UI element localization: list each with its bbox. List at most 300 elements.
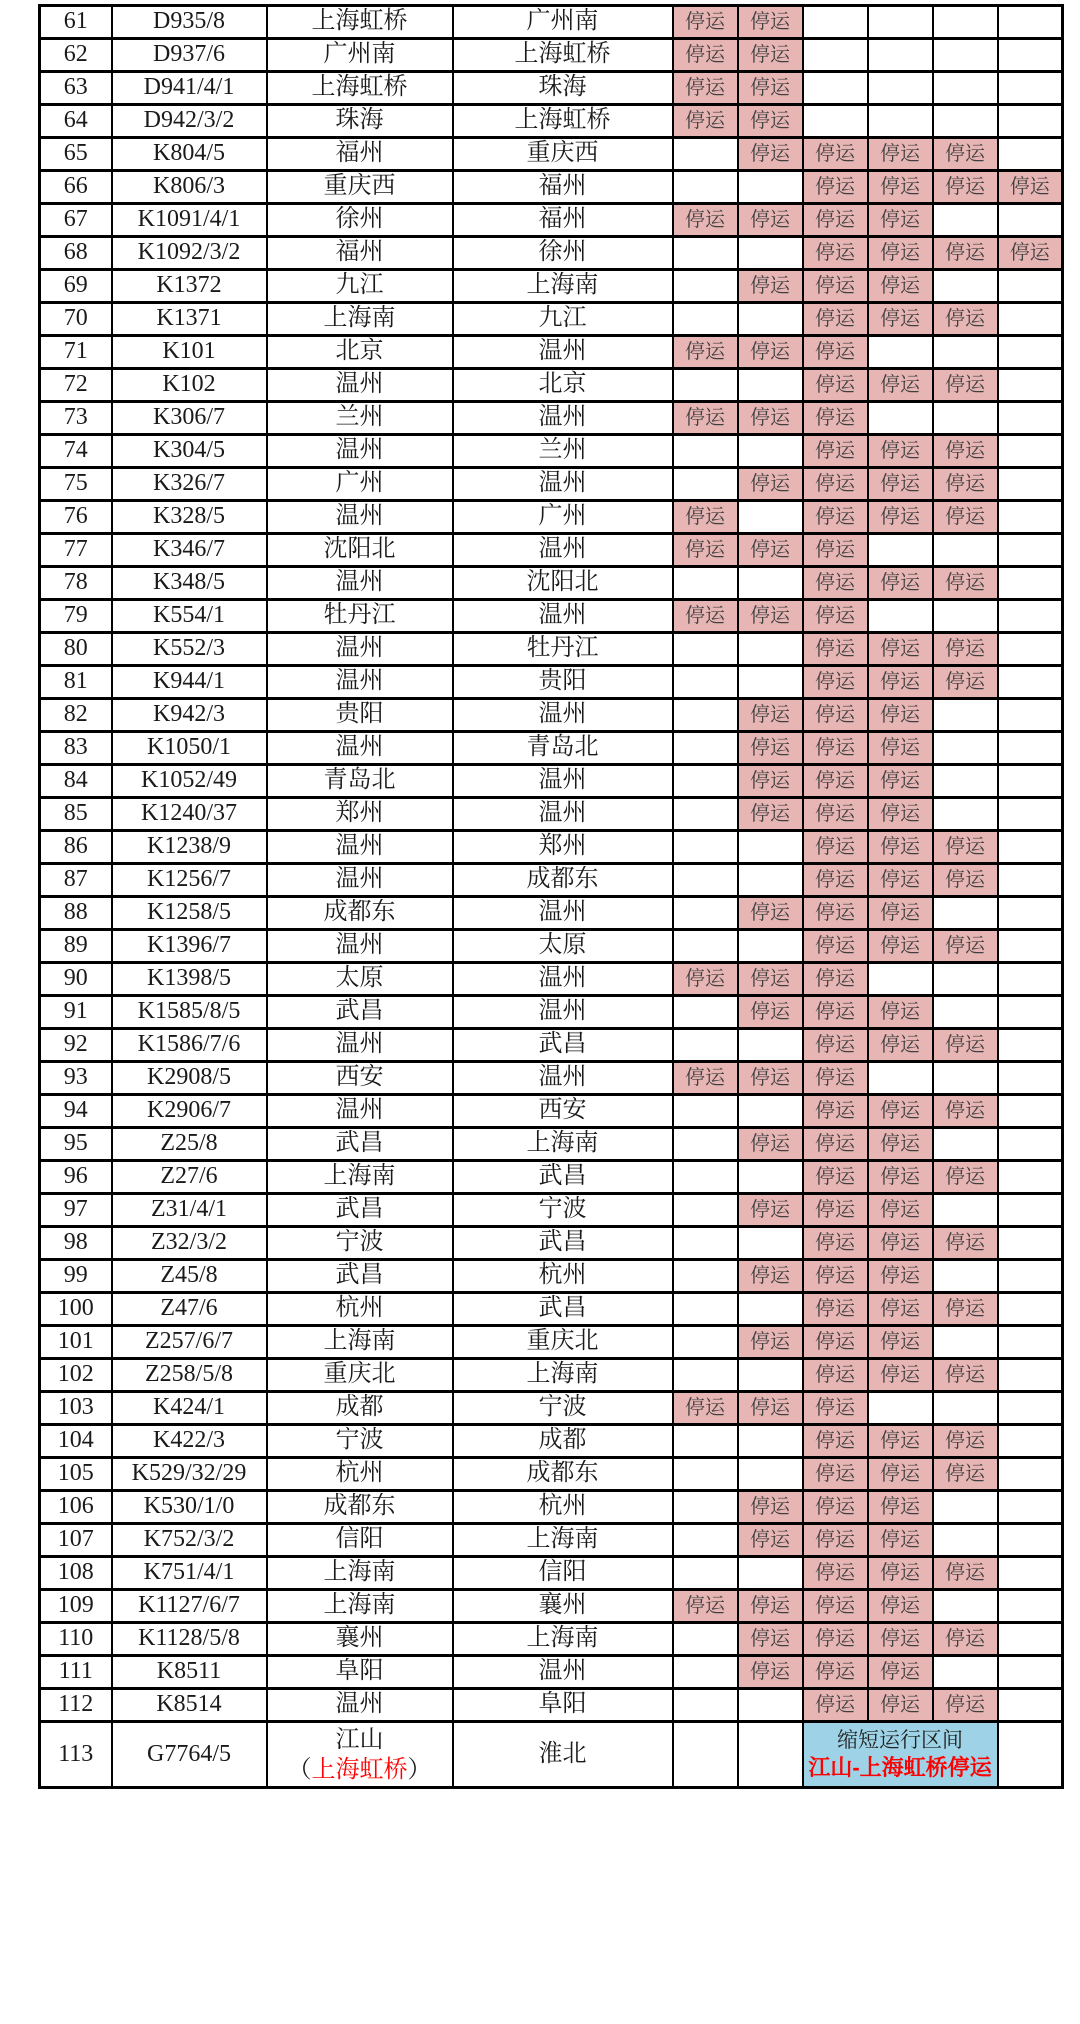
table-row [40,402,1063,435]
destination-cell: 兰州 [453,435,673,468]
status-cell [998,369,1063,402]
train-number-cell: K752/3/2 [112,1524,267,1557]
train-number-cell: Z258/5/8 [112,1359,267,1392]
train-number-cell: D942/3/2 [112,105,267,138]
status-cell: 停运 [868,864,933,897]
status-cell [738,567,803,600]
status-cell [738,1359,803,1392]
status-cell [868,1392,933,1425]
destination-cell: 温州 [453,765,673,798]
row-number-cell: 68 [40,237,112,270]
train-number-cell: K554/1 [112,600,267,633]
origin-cell: 贵阳 [267,699,453,732]
status-cell [998,1722,1063,1788]
status-cell: 停运 [673,600,738,633]
train-number-cell: K1585/8/5 [112,996,267,1029]
table-row [40,138,1063,171]
destination-cell: 上海虹桥 [453,39,673,72]
row-number-cell: 96 [40,1161,112,1194]
origin-cell: 青岛北 [267,765,453,798]
row-number-cell: 90 [40,963,112,996]
origin-cell: 重庆北 [267,1359,453,1392]
status-cell [998,1458,1063,1491]
status-cell [998,270,1063,303]
destination-cell: 成都 [453,1425,673,1458]
train-number-cell: K1258/5 [112,897,267,930]
origin-cell: 上海虹桥 [267,72,453,105]
destination-cell: 温州 [453,996,673,1029]
train-number-cell: K804/5 [112,138,267,171]
row-number-cell: 65 [40,138,112,171]
status-cell: 停运 [933,1227,998,1260]
status-cell: 停运 [868,1458,933,1491]
status-cell: 停运 [738,1326,803,1359]
table-row [40,303,1063,336]
status-cell: 停运 [803,1524,868,1557]
destination-cell: 温州 [453,897,673,930]
origin-cell: 武昌 [267,1128,453,1161]
status-cell: 停运 [933,1425,998,1458]
status-cell: 停运 [868,732,933,765]
status-cell [738,1293,803,1326]
destination-cell: 郑州 [453,831,673,864]
status-cell: 停运 [868,1425,933,1458]
destination-cell: 珠海 [453,72,673,105]
status-cell [673,171,738,204]
train-number-cell: K529/32/29 [112,1458,267,1491]
status-cell: 停运 [673,1392,738,1425]
status-cell [673,1227,738,1260]
status-cell: 停运 [868,1128,933,1161]
status-cell: 停运 [803,1557,868,1590]
status-cell [998,600,1063,633]
status-cell [998,534,1063,567]
row-number-cell: 93 [40,1062,112,1095]
row-number-cell: 83 [40,732,112,765]
train-number-cell: D937/6 [112,39,267,72]
status-cell: 停运 [868,699,933,732]
status-cell: 停运 [673,1590,738,1623]
status-cell [673,1722,738,1788]
note-line2: 江山-上海虹桥停运 [808,1755,992,1781]
status-cell: 停运 [868,633,933,666]
row-number-cell: 71 [40,336,112,369]
status-cell: 停运 [738,105,803,138]
table-row [40,1095,1063,1128]
train-number-cell: Z45/8 [112,1260,267,1293]
status-cell: 停运 [803,1656,868,1689]
status-cell: 停运 [933,435,998,468]
destination-cell: 温州 [453,963,673,996]
status-cell [998,1260,1063,1293]
status-cell [673,1095,738,1128]
status-cell: 停运 [868,1227,933,1260]
status-cell [998,963,1063,996]
status-cell: 停运 [803,1458,868,1491]
row-number-cell: 110 [40,1623,112,1656]
table-row [40,1194,1063,1227]
status-cell: 停运 [738,468,803,501]
status-cell: 停运 [868,204,933,237]
status-cell: 停运 [738,1062,803,1095]
train-number-cell: Z47/6 [112,1293,267,1326]
row-number-cell: 97 [40,1194,112,1227]
status-cell [738,435,803,468]
status-cell: 停运 [803,1161,868,1194]
status-cell: 停运 [803,1425,868,1458]
status-cell: 停运 [738,534,803,567]
status-cell [998,1161,1063,1194]
status-cell: 停运 [738,963,803,996]
train-number-cell: Z31/4/1 [112,1194,267,1227]
status-cell [998,1194,1063,1227]
destination-cell: 北京 [453,369,673,402]
train-number-cell: K530/1/0 [112,1491,267,1524]
status-cell: 停运 [868,1260,933,1293]
origin-cell: 温州 [267,501,453,534]
origin-cell: 上海虹桥 [267,6,453,39]
status-cell: 停运 [933,1293,998,1326]
status-cell: 停运 [933,1689,998,1722]
row-number-cell: 61 [40,6,112,39]
train-number-cell: K1398/5 [112,963,267,996]
status-cell [998,864,1063,897]
status-cell [673,435,738,468]
status-cell: 停运 [868,1491,933,1524]
status-cell: 停运 [673,72,738,105]
train-number-cell: K304/5 [112,435,267,468]
status-cell [673,1326,738,1359]
origin-cell: 郑州 [267,798,453,831]
destination-cell: 上海南 [453,270,673,303]
destination-cell: 上海虹桥 [453,105,673,138]
status-cell [738,1161,803,1194]
status-cell [998,6,1063,39]
destination-cell: 贵阳 [453,666,673,699]
status-cell [998,930,1063,963]
status-cell: 停运 [868,1293,933,1326]
status-cell: 停运 [803,1359,868,1392]
table-row [40,1161,1063,1194]
row-number-cell: 79 [40,600,112,633]
destination-cell: 广州 [453,501,673,534]
status-cell [998,336,1063,369]
status-cell [998,435,1063,468]
train-number-cell: K1371 [112,303,267,336]
status-cell: 停运 [933,1029,998,1062]
status-cell [998,633,1063,666]
status-cell [738,369,803,402]
status-cell: 停运 [868,1623,933,1656]
status-cell [998,798,1063,831]
status-cell [933,699,998,732]
status-cell [933,204,998,237]
train-number-cell: K1240/37 [112,798,267,831]
status-cell [998,1293,1063,1326]
origin-cell: 信阳 [267,1524,453,1557]
status-cell [738,633,803,666]
status-cell [673,864,738,897]
row-number-cell: 85 [40,798,112,831]
train-number-cell: Z27/6 [112,1161,267,1194]
table-row [40,237,1063,270]
status-cell [738,1458,803,1491]
status-cell: 停运 [738,204,803,237]
origin-cell: 襄州 [267,1623,453,1656]
row-number-cell: 103 [40,1392,112,1425]
status-cell: 停运 [803,897,868,930]
status-cell [933,39,998,72]
status-cell [998,1590,1063,1623]
status-cell [868,336,933,369]
status-cell [868,6,933,39]
status-cell: 停运 [803,963,868,996]
status-cell: 停运 [803,303,868,336]
row-number-cell: 78 [40,567,112,600]
status-cell [738,831,803,864]
train-number-cell: K2906/7 [112,1095,267,1128]
row-number-cell: 62 [40,39,112,72]
status-cell [868,1062,933,1095]
status-cell: 停运 [738,402,803,435]
status-cell [673,633,738,666]
row-number-cell: 82 [40,699,112,732]
origin-cell: 上海南 [267,303,453,336]
status-cell: 停运 [738,6,803,39]
table-row [40,1458,1063,1491]
origin-cell: 太原 [267,963,453,996]
table-row [40,6,1063,39]
status-cell: 停运 [803,1392,868,1425]
table-row [40,699,1063,732]
row-number-cell: 81 [40,666,112,699]
status-cell: 停运 [738,336,803,369]
status-cell: 停运 [868,930,933,963]
status-cell [738,930,803,963]
status-cell [673,1293,738,1326]
row-number-cell: 77 [40,534,112,567]
origin-cell: 上海南 [267,1590,453,1623]
status-cell: 停运 [803,765,868,798]
status-cell: 停运 [803,600,868,633]
status-cell: 停运 [803,798,868,831]
status-cell: 停运 [803,1260,868,1293]
status-cell [998,1128,1063,1161]
status-cell: 停运 [868,435,933,468]
table-row [40,963,1063,996]
status-cell: 停运 [803,336,868,369]
row-number-cell: 66 [40,171,112,204]
origin-cell: 上海南 [267,1557,453,1590]
row-number-cell: 84 [40,765,112,798]
train-number-cell: K751/4/1 [112,1557,267,1590]
status-cell: 停运 [803,1590,868,1623]
table-row [40,732,1063,765]
table-row-special [40,1722,1063,1788]
row-number-cell: 72 [40,369,112,402]
origin-cell: 宁波 [267,1227,453,1260]
status-cell: 停运 [803,270,868,303]
status-cell [738,1029,803,1062]
table-row [40,1227,1063,1260]
destination-cell: 宁波 [453,1194,673,1227]
status-cell: 停运 [803,930,868,963]
train-number-cell: K1396/7 [112,930,267,963]
status-cell [673,798,738,831]
status-cell: 停运 [868,1359,933,1392]
row-number-cell: 88 [40,897,112,930]
status-cell [868,39,933,72]
status-cell [738,864,803,897]
table-row [40,1062,1063,1095]
row-number-cell: 100 [40,1293,112,1326]
status-cell [998,897,1063,930]
origin-cell: 温州 [267,831,453,864]
train-number-cell: K1128/5/8 [112,1623,267,1656]
status-cell: 停运 [868,1029,933,1062]
status-cell [933,1194,998,1227]
destination-cell: 太原 [453,930,673,963]
table-row [40,468,1063,501]
status-cell [933,336,998,369]
row-number-cell: 80 [40,633,112,666]
train-number-cell: K306/7 [112,402,267,435]
status-cell [998,39,1063,72]
destination-cell: 宁波 [453,1392,673,1425]
status-cell: 停运 [868,468,933,501]
train-number-cell: K8514 [112,1689,267,1722]
train-number-cell: K1091/4/1 [112,204,267,237]
row-number-cell: 112 [40,1689,112,1722]
status-cell [998,501,1063,534]
origin-cell: 广州南 [267,39,453,72]
train-number-cell: Z25/8 [112,1128,267,1161]
destination-cell: 武昌 [453,1293,673,1326]
destination-cell: 九江 [453,303,673,336]
train-number-cell: K1372 [112,270,267,303]
status-cell [933,534,998,567]
status-cell: 停运 [738,1128,803,1161]
status-cell [933,963,998,996]
note-line1: 缩短运行区间 [837,1728,963,1753]
status-cell: 停运 [738,897,803,930]
status-cell [933,1326,998,1359]
origin-cell: 兰州 [267,402,453,435]
status-cell: 停运 [933,501,998,534]
status-cell [998,699,1063,732]
status-cell: 停运 [803,732,868,765]
status-cell: 停运 [738,1590,803,1623]
origin-cell: 温州 [267,1029,453,1062]
status-cell [868,105,933,138]
table-row [40,1623,1063,1656]
origin-cell: 杭州 [267,1458,453,1491]
origin-cell: 徐州 [267,204,453,237]
table-row [40,897,1063,930]
destination-cell: 温州 [453,1062,673,1095]
destination-cell: 温州 [453,798,673,831]
origin-cell: 福州 [267,237,453,270]
status-cell: 停运 [868,1689,933,1722]
row-number-cell: 95 [40,1128,112,1161]
status-cell: 停运 [933,633,998,666]
status-cell [673,303,738,336]
status-cell: 停运 [803,204,868,237]
origin-cell: 福州 [267,138,453,171]
train-number-cell: G7764/5 [112,1722,267,1788]
status-cell [673,831,738,864]
status-cell: 停运 [803,1095,868,1128]
table-row [40,105,1063,138]
status-cell: 停运 [868,1161,933,1194]
status-cell: 停运 [868,765,933,798]
status-cell: 停运 [803,1293,868,1326]
status-cell [673,369,738,402]
status-cell [673,732,738,765]
status-cell [933,1392,998,1425]
status-cell [998,831,1063,864]
origin-cell: 成都东 [267,1491,453,1524]
status-cell: 停运 [673,6,738,39]
status-cell [998,1392,1063,1425]
status-cell: 停运 [933,1557,998,1590]
train-number-cell: K102 [112,369,267,402]
status-cell [998,1524,1063,1557]
row-number-cell: 99 [40,1260,112,1293]
status-cell [933,1260,998,1293]
table-row [40,1689,1063,1722]
train-number-cell: K2908/5 [112,1062,267,1095]
status-cell [738,1722,803,1788]
status-cell [738,1095,803,1128]
table-row [40,1590,1063,1623]
origin-cell: 武昌 [267,1260,453,1293]
status-cell: 停运 [738,1392,803,1425]
table-row [40,1128,1063,1161]
destination-cell: 上海南 [453,1359,673,1392]
status-cell: 停运 [998,171,1063,204]
status-cell [868,72,933,105]
status-cell [933,996,998,1029]
status-cell [673,1260,738,1293]
row-number-cell: 104 [40,1425,112,1458]
table-row [40,1260,1063,1293]
status-cell: 停运 [868,1326,933,1359]
status-cell: 停运 [933,1095,998,1128]
row-number-cell: 106 [40,1491,112,1524]
status-cell: 停运 [868,1590,933,1623]
status-cell: 停运 [933,468,998,501]
origin-cell: 沈阳北 [267,534,453,567]
table-row [40,1656,1063,1689]
train-number-cell: K1127/6/7 [112,1590,267,1623]
status-cell: 停运 [803,567,868,600]
status-cell: 停运 [803,1128,868,1161]
status-cell: 停运 [933,666,998,699]
status-cell: 停运 [933,930,998,963]
status-cell: 停运 [933,138,998,171]
row-number-cell: 64 [40,105,112,138]
status-cell: 停运 [868,1095,933,1128]
status-cell [673,666,738,699]
status-cell: 停运 [803,237,868,270]
status-cell [673,1491,738,1524]
status-cell: 停运 [868,501,933,534]
row-number-cell: 108 [40,1557,112,1590]
status-cell [673,765,738,798]
status-cell: 停运 [868,171,933,204]
row-number-cell: 92 [40,1029,112,1062]
